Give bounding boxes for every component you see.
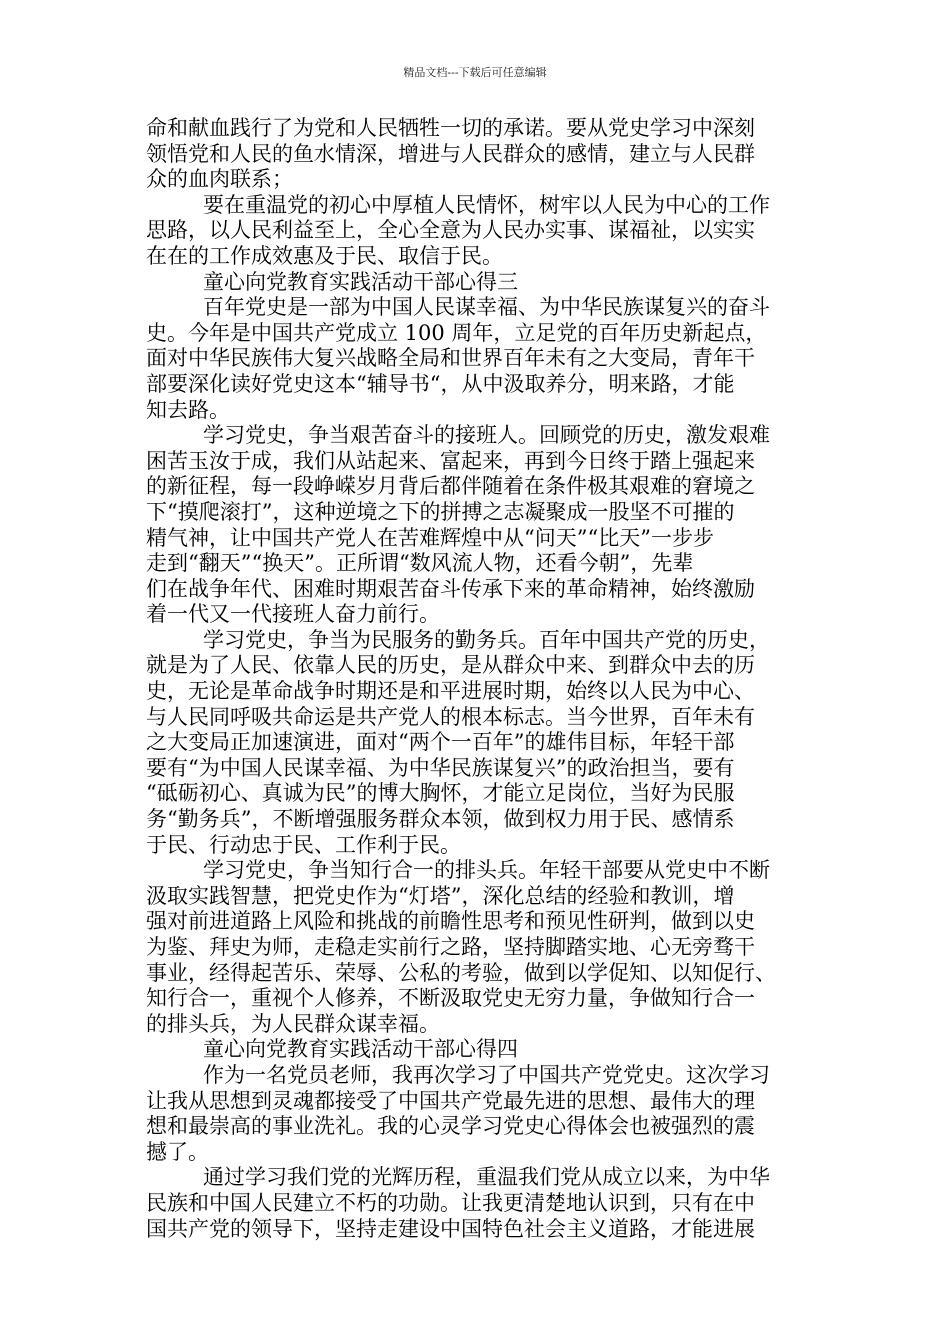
text-line: 作为一名党员老师，我再次学习了中国共产党党史。这次学习 bbox=[203, 1062, 770, 1087]
text-line: 着一代又一代接班人奋力前行。 bbox=[146, 602, 440, 627]
text-line: 学习党史，争当知行合一的排头兵。年轻干部要从党史中不断 bbox=[203, 858, 770, 883]
document-body bbox=[146, 116, 810, 1242]
text-line: 在在的工作成效惠及于民、取信于民。 bbox=[146, 243, 503, 268]
text-line: 面对中华民族伟大复兴战略全局和世界百年未有之大变局，青年干 bbox=[146, 346, 755, 371]
text-line: 于民、行动忠于民、工作利于民。 bbox=[146, 832, 461, 857]
text-line: 事业，经得起苦乐、荣辱、公私的考验，做到以学促知、以知促行、 bbox=[146, 960, 776, 985]
text-line: 为鉴、拜史为师，走稳走实前行之路，坚持脚踏实地、心无旁骛干 bbox=[146, 935, 755, 959]
text-line: 童心向党教育实践活动干部心得三 bbox=[203, 269, 518, 294]
text-line: 精气神，让中国共产党人在苦难辉煌中从“问天”“比天”一步步 bbox=[146, 525, 714, 550]
text-line: 史。今年是中国共产党成立 100 周年，立足党的百年历史新起点， bbox=[146, 320, 767, 345]
text-line: 要有“为中国人民谋幸福、为中华民族谋复兴”的政治担当，要有 bbox=[146, 755, 735, 780]
text-line: 知行合一，重视个人修养，不断汲取党史无穷力量，争做知行合一 bbox=[146, 986, 755, 1011]
text-line: 学习党史，争当艰苦奋斗的接班人。回顾党的历史，激发艰难 bbox=[203, 423, 770, 448]
text-line: 撼了。 bbox=[146, 1139, 209, 1164]
text-line: 强对前进道路上风险和挑战的前瞻性思考和预见性研判，做到以史 bbox=[146, 909, 755, 934]
text-line: 困苦玉汝于成，我们从站起来、富起来，再到今日终于踏上强起来 bbox=[146, 448, 755, 473]
text-line: 的排头兵，为人民群众谋幸福。 bbox=[146, 1011, 440, 1036]
text-line: 百年党史是一部为中国人民谋幸福、为中华民族谋复兴的奋斗 bbox=[203, 295, 770, 320]
text-line: 知去路。 bbox=[146, 397, 230, 422]
text-line: 命和献血践行了为党和人民牺牲一切的承诺。要从党史学习中深刻 bbox=[146, 116, 755, 140]
text-line: 学习党史，争当为民服务的勤务兵。百年中国共产党的历史， bbox=[203, 627, 770, 652]
text-line: 想和最崇高的事业洗礼。我的心灵学习党史心得体会也被强烈的震 bbox=[146, 1114, 755, 1139]
text-line: 下“摸爬滚打”，这种逆境之下的拼搏之志凝聚成一股坚不可摧的 bbox=[146, 499, 735, 524]
text-line: 与人民同呼吸共命运是共产党人的根本标志。当今世界，百年未有 bbox=[146, 704, 755, 729]
text-line: 民族和中国人民建立不朽的功勋。让我更清楚地认识到，只有在中 bbox=[146, 1190, 755, 1215]
text-line: 之大变局正加速演进，面对“两个一百年”的雄伟目标，年轻干部 bbox=[146, 730, 735, 755]
text-line: 部要深化读好党史这本“辅导书“，从中汲取养分，明来路，才能 bbox=[146, 371, 735, 396]
text-line: 史，无论是革命战争时期还是和平进展时期，始终以人民为中心、 bbox=[146, 679, 755, 704]
text-line: 们在战争年代、困难时期艰苦奋斗传承下来的革命精神，始终激励 bbox=[146, 576, 755, 601]
text-line: 领悟党和人民的鱼水情深，增进与人民群众的感情，建立与人民群 bbox=[146, 141, 755, 166]
text-line: 众的血肉联系； bbox=[146, 167, 293, 192]
text-line: 国共产党的领导下，坚持走建设中国特色社会主义道路，才能进展 bbox=[146, 1216, 755, 1241]
text-line: 汲取实践智慧，把党史作为“灯塔”，深化总结的经验和教训，增 bbox=[146, 883, 735, 908]
text-line: 通过学习我们党的光辉历程，重温我们党从成立以来，为中华 bbox=[203, 1165, 770, 1190]
text-line: 让我从思想到灵魂都接受了中国共产党最先进的思想、最伟大的理 bbox=[146, 1088, 755, 1113]
text-line: 走到“翻天”“换天”。正所谓“数风流人物，还看今朝”，先辈 bbox=[146, 551, 694, 576]
text-line: “砥砺初心、真诚为民”的博大胸怀，才能立足岗位，当好为民服 bbox=[146, 781, 735, 806]
text-line: 要在重温党的初心中厚植人民情怀，树牢以人民为中心的工作 bbox=[203, 192, 770, 217]
text-line: 思路，以人民利益至上，全心全意为人民办实事、谋福祉，以实实 bbox=[146, 218, 755, 243]
text-line: 童心向党教育实践活动干部心得四 bbox=[203, 1037, 518, 1062]
text-line: 的新征程，每一段峥嵘岁月背后都伴随着在条件极其艰难的窘境之 bbox=[146, 474, 755, 499]
text-line: 就是为了人民、依靠人民的历史，是从群众中来、到群众中去的历 bbox=[146, 653, 755, 678]
text-line: 务“勤务兵”，不断增强服务群众本领，做到权力用于民、感情系 bbox=[146, 807, 735, 832]
page-header: 精品文档---下载后可任意编辑 bbox=[403, 66, 547, 79]
